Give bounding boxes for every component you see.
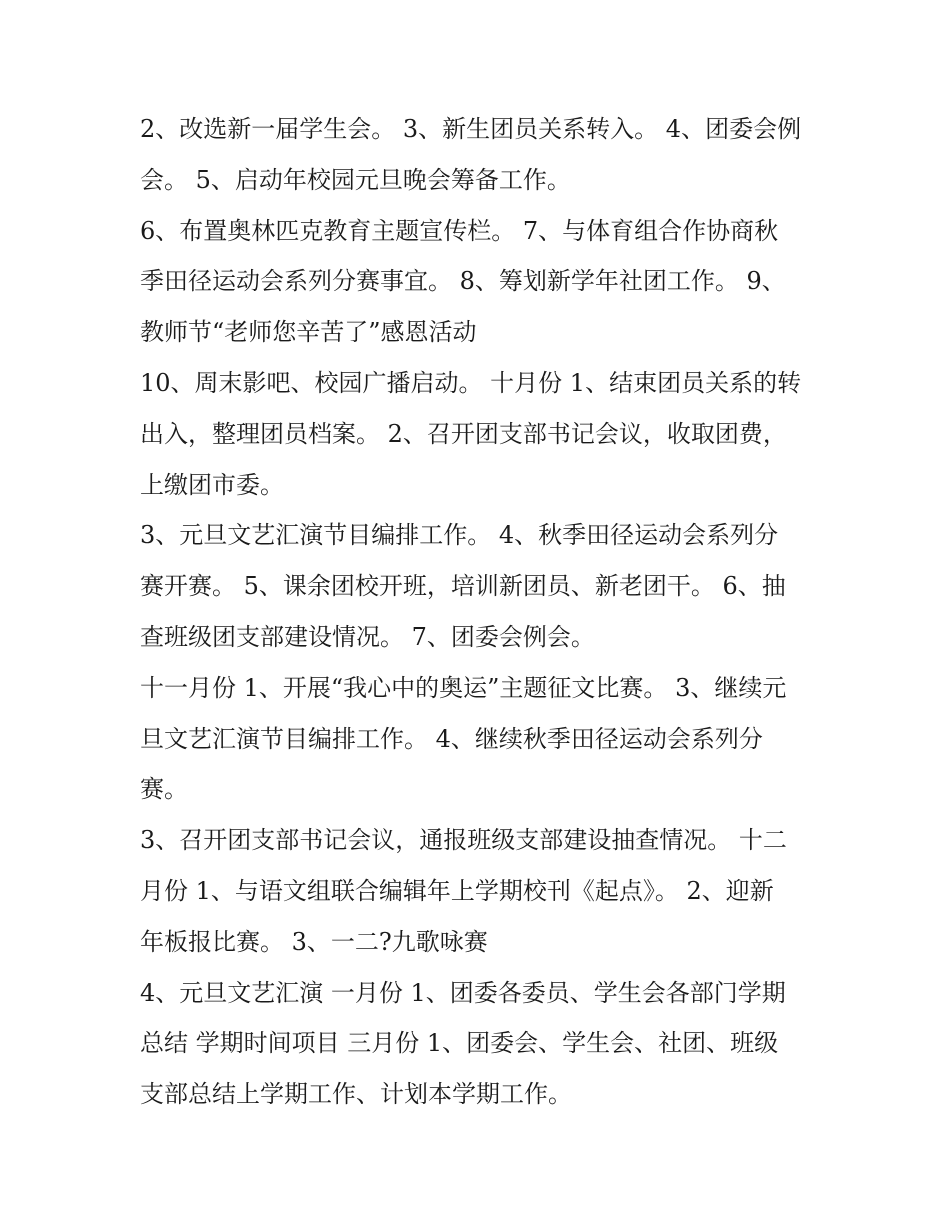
text-line: 总结 学期时间项目 三月份 1、团委会、学生会、社团、班级: [140, 1029, 779, 1058]
paragraph-7: [140, 968, 820, 1120]
text-line: 6、布置奥林匹克教育主题宣传栏。 7、与体育组合作协商秋: [140, 216, 779, 245]
paragraph-6: [140, 815, 820, 967]
paragraph-3: [140, 358, 820, 510]
text-line: 月份 1、与语文组联合编辑年上学期校刊《起点》。 2、迎新: [140, 876, 774, 905]
text-line: 教师节“老师您辛苦了”感恩活动: [140, 318, 477, 347]
text-line: 查班级团支部建设情况。 7、团委会例会。: [140, 622, 595, 651]
text-line: 支部总结上学期工作、计划本学期工作。: [140, 1080, 572, 1109]
text-line: 3、元旦文艺汇演节目编排工作。 4、秋季田径运动会系列分: [140, 521, 779, 550]
paragraph-5: [140, 663, 820, 815]
text-line: 10、周末影吧、校园广播启动。 十月份 1、结束团员关系的转: [140, 368, 802, 397]
text-line: 十一月份 1、开展“我心中的奥运”主题征文比赛。 3、继续元: [140, 673, 787, 702]
text-line: 出入，整理团员档案。 2、召开团支部书记会议，收取团费，: [140, 419, 787, 448]
paragraph-2: [140, 206, 820, 358]
paragraph-1: [140, 104, 820, 206]
text-line: 旦文艺汇演节目编排工作。 4、继续秋季田径运动会系列分: [140, 724, 763, 753]
text-line: 4、元旦文艺汇演 一月份 1、团委各委员、学生会各部门学期: [140, 978, 786, 1007]
text-line: 2、改选新一届学生会。 3、新生团员关系转入。 4、团委会例: [140, 115, 802, 143]
text-line: 3、召开团支部书记会议，通报班级支部建设抽查情况。 十二: [140, 826, 787, 855]
text-line: 赛开赛。 5、课余团校开班，培训新团员、新老团干。 6、抽: [140, 572, 786, 601]
document-body: [140, 104, 820, 1120]
text-line: 会。 5、启动年校园元旦晚会筹备工作。: [140, 165, 571, 194]
text-line: 年板报比赛。 3、一二?九歌咏赛: [140, 927, 488, 956]
text-line: 赛。: [140, 775, 188, 804]
text-line: 季田径运动会系列分赛事宜。 8、筹划新学年社团工作。 9、: [140, 267, 786, 296]
text-line: 上缴团市委。: [140, 470, 284, 499]
paragraph-4: [140, 510, 820, 662]
